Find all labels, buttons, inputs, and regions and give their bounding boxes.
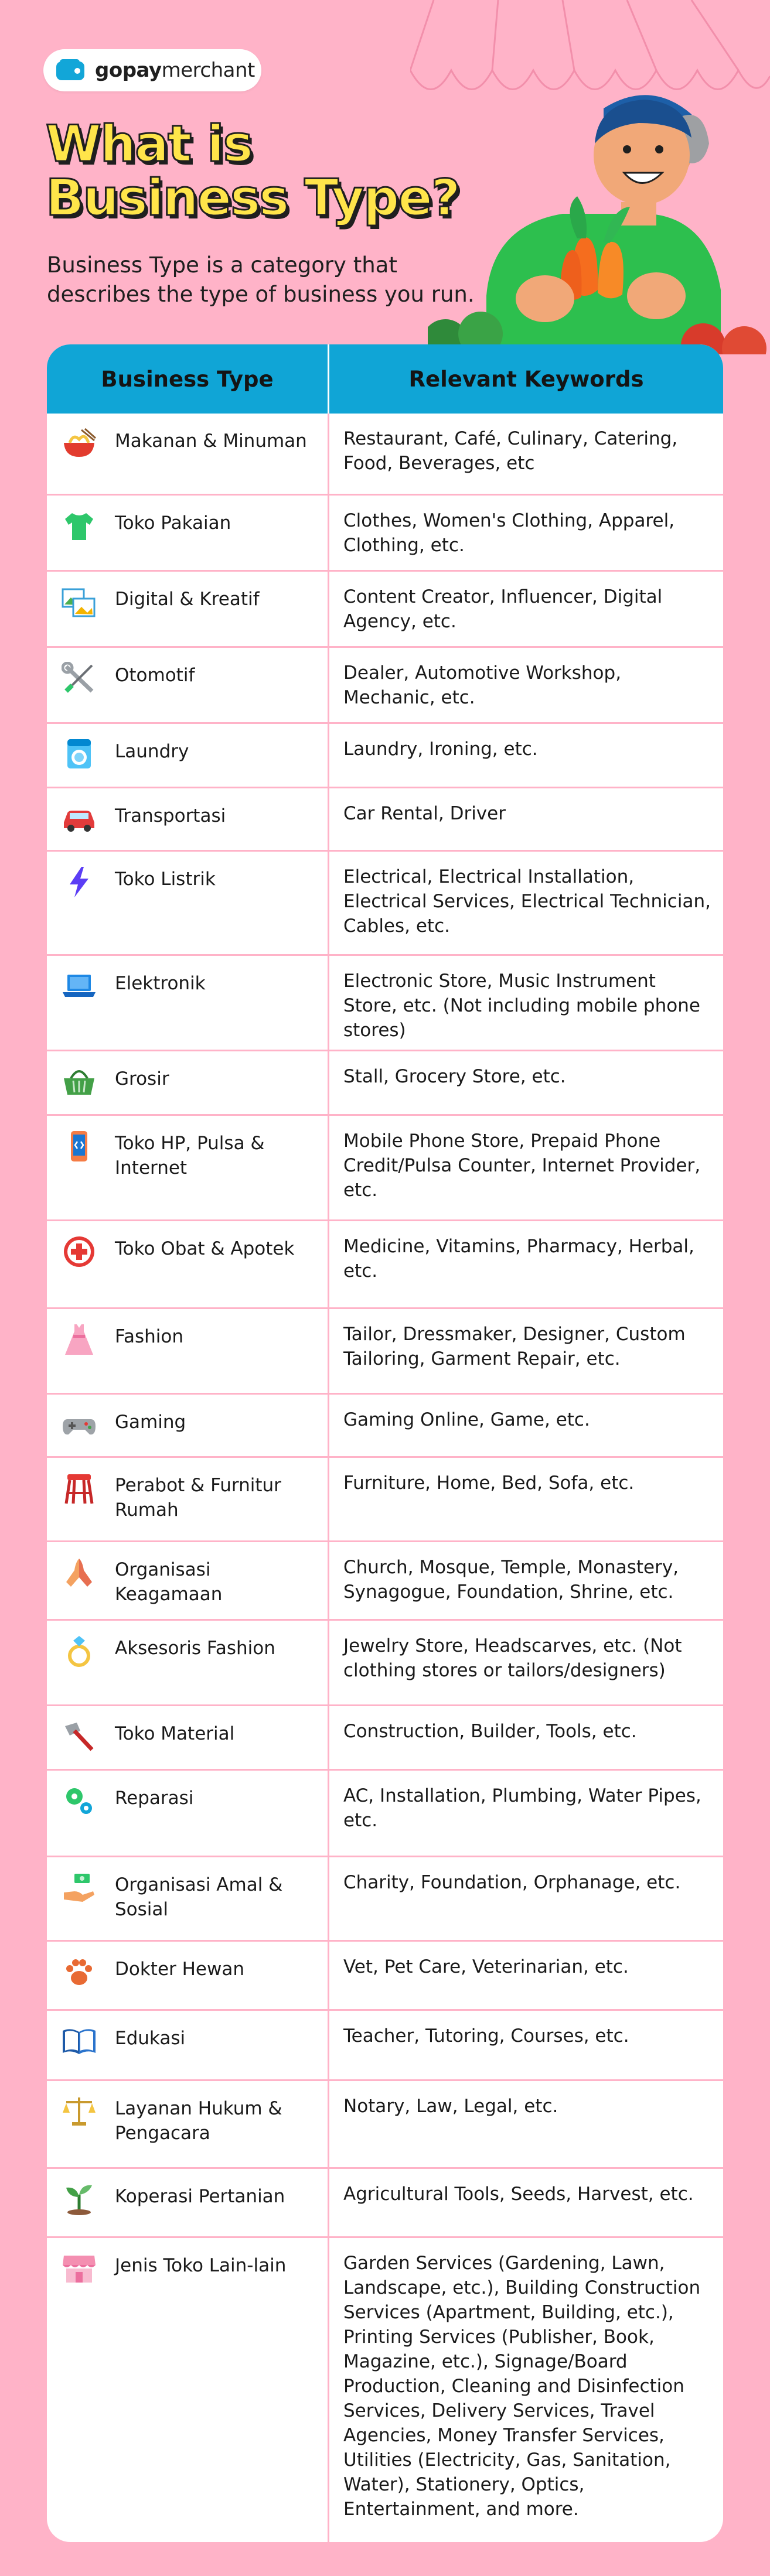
table-body	[47, 414, 723, 2542]
business-type-label: Grosir	[115, 1068, 169, 1089]
table-row	[47, 1051, 723, 1116]
paw-icon	[60, 1956, 98, 1991]
table-row	[47, 724, 723, 788]
business-type-table	[47, 344, 723, 2542]
keywords-cell: Charity, Foundation, Orphanage, etc.	[343, 1872, 681, 1893]
wallet-logo-icon	[55, 58, 87, 83]
business-type-label: Reparasi	[115, 1788, 194, 1809]
business-type-label: Transportasi	[115, 805, 226, 826]
page-title: What is Business Type?	[46, 115, 459, 227]
table-row	[47, 2081, 723, 2169]
medical-cross-icon	[60, 1235, 98, 1270]
table-row	[47, 852, 723, 956]
table-row	[47, 1621, 723, 1706]
keywords-cell: Content Creator, Influencer, Digital Agency, etc.	[343, 586, 663, 632]
dress-icon	[60, 1323, 98, 1358]
business-type-label: Makanan & Minuman	[115, 431, 307, 452]
table-row	[47, 648, 723, 724]
open-book-icon	[60, 2025, 98, 2060]
gamepad-icon	[60, 1409, 98, 1444]
noodle-bowl-icon	[60, 428, 98, 463]
table-row	[47, 1395, 723, 1458]
page-subtitle: Business Type is a category that describes the type of business you run.	[47, 252, 475, 307]
keywords-cell: Stall, Grocery Store, etc.	[343, 1066, 566, 1087]
shop-icon	[60, 2252, 98, 2287]
hammer-icon	[60, 1720, 98, 1755]
keywords-cell: Church, Mosque, Temple, Monastery, Synagogue, Foundation, Shrine, etc.	[343, 1557, 679, 1603]
keywords-cell: Gaming Online, Game, etc.	[343, 1409, 590, 1430]
mobile-phone-icon	[60, 1130, 98, 1165]
keywords-cell: Clothes, Women's Clothing, Apparel, Clothing, etc.	[343, 510, 675, 556]
brand-name: gopaymerchant	[95, 59, 255, 82]
keywords-cell: Medicine, Vitamins, Pharmacy, Herbal, etc.	[343, 1236, 694, 1282]
keywords-cell: Agricultural Tools, Seeds, Harvest, etc.	[343, 2184, 694, 2205]
business-type-label: Aksesoris Fashion	[115, 1638, 275, 1659]
table-row	[47, 1116, 723, 1221]
business-type-label: Otomotif	[115, 665, 195, 686]
keywords-cell: Laundry, Ironing, etc.	[343, 739, 538, 760]
praying-hands-icon	[60, 1556, 98, 1591]
keywords-cell: Electronic Store, Music Instrument Store, etc. (Not including mobile phone stores)	[343, 971, 700, 1041]
keywords-cell: Restaurant, Café, Culinary, Catering, Food, Beverages, etc	[343, 428, 678, 474]
table-row	[47, 956, 723, 1051]
table-row	[47, 496, 723, 572]
keywords-cell: Vet, Pet Care, Veterinarian, etc.	[343, 1956, 629, 1977]
business-type-label: Toko Pakaian	[115, 513, 231, 534]
header-business-type: Business Type	[47, 344, 329, 414]
business-type-label: Toko Listrik	[115, 869, 216, 890]
business-type-label: Layanan Hukum & Pengacara	[115, 2098, 282, 2144]
table-header	[47, 344, 723, 414]
scales-icon	[60, 2095, 98, 2130]
table-row	[47, 2011, 723, 2081]
table-row	[47, 1542, 723, 1621]
keywords-cell: Jewelry Store, Headscarves, etc. (Not clothing stores or tailors/designers)	[343, 1635, 682, 1681]
keywords-cell: AC, Installation, Plumbing, Water Pipes, etc.	[343, 1785, 701, 1831]
table-row	[47, 2169, 723, 2238]
keywords-cell: Tailor, Dressmaker, Designer, Custom Tailoring, Garment Repair, etc.	[343, 1324, 686, 1369]
business-type-label: Dokter Hewan	[115, 1959, 244, 1980]
table-row	[47, 572, 723, 648]
tshirt-icon	[60, 510, 98, 545]
brand-logo	[43, 49, 261, 91]
keywords-cell: Garden Services (Gardening, Lawn, Landscape, etc.), Building Construction Services (Apartment, Building, etc.), Printing Services (Publisher, Book, Magazine, etc.), Signage/Board Production, Cleaning and Disinfection Services, Delivery Services, Travel Agencies, Money Transfer Services, Utilities (Electricity, Gas, Sanitation, Water), Stationery, Optics, Entertainment, and more.	[343, 2253, 701, 2520]
wrench-screwdriver-icon	[60, 662, 98, 697]
table-row	[47, 788, 723, 852]
car-icon	[60, 802, 98, 838]
washing-machine-icon	[60, 738, 98, 773]
table-row	[47, 1857, 723, 1942]
basket-icon	[60, 1065, 98, 1101]
seedling-icon	[60, 2183, 98, 2218]
table-row	[47, 414, 723, 496]
photos-icon	[60, 586, 98, 621]
keywords-cell: Mobile Phone Store, Prepaid Phone Credit/Pulsa Counter, Internet Provider, etc.	[343, 1130, 701, 1201]
keywords-cell: Construction, Builder, Tools, etc.	[343, 1721, 637, 1742]
lightning-icon	[60, 866, 98, 901]
gears-icon	[60, 1785, 98, 1820]
keywords-cell: Electrical, Electrical Installation, Electrical Services, Electrical Technician, Cables, etc.	[343, 866, 711, 937]
business-type-label: Organisasi Amal & Sosial	[115, 1874, 283, 1920]
business-type-label: Jenis Toko Lain-lain	[115, 2255, 287, 2276]
table-row	[47, 1942, 723, 2011]
table-row	[47, 2238, 723, 2542]
keywords-cell: Notary, Law, Legal, etc.	[343, 2096, 558, 2117]
table-row	[47, 1706, 723, 1771]
business-type-label: Toko Obat & Apotek	[115, 1238, 295, 1259]
business-type-label: Toko Material	[115, 1723, 235, 1744]
business-type-label: Koperasi Pertanian	[115, 2186, 285, 2207]
stool-icon	[60, 1472, 98, 1507]
table-row	[47, 1309, 723, 1395]
table-row	[47, 1771, 723, 1857]
keywords-cell: Furniture, Home, Bed, Sofa, etc.	[343, 1473, 635, 1494]
donation-hand-icon	[60, 1871, 98, 1907]
business-type-label: Elektronik	[115, 973, 206, 994]
ring-icon	[60, 1635, 98, 1670]
header-relevant-keywords: Relevant Keywords	[408, 366, 644, 392]
keywords-cell: Car Rental, Driver	[343, 803, 506, 824]
keywords-cell: Dealer, Automotive Workshop, Mechanic, etc.	[343, 662, 622, 708]
business-type-label: Edukasi	[115, 2028, 186, 2049]
business-type-label: Perabot & Furnitur Rumah	[115, 1475, 281, 1521]
table-row	[47, 1458, 723, 1542]
business-type-label: Laundry	[115, 741, 189, 762]
keywords-cell: Teacher, Tutoring, Courses, etc.	[343, 2025, 629, 2047]
laptop-icon	[60, 970, 98, 1005]
business-type-label: Organisasi Keagamaan	[115, 1559, 223, 1605]
business-type-label: Fashion	[115, 1326, 184, 1347]
business-type-label: Digital & Kreatif	[115, 589, 260, 610]
business-type-label: Gaming	[115, 1412, 186, 1433]
table-row	[47, 1221, 723, 1309]
business-type-label: Toko HP, Pulsa & Internet	[115, 1133, 265, 1178]
